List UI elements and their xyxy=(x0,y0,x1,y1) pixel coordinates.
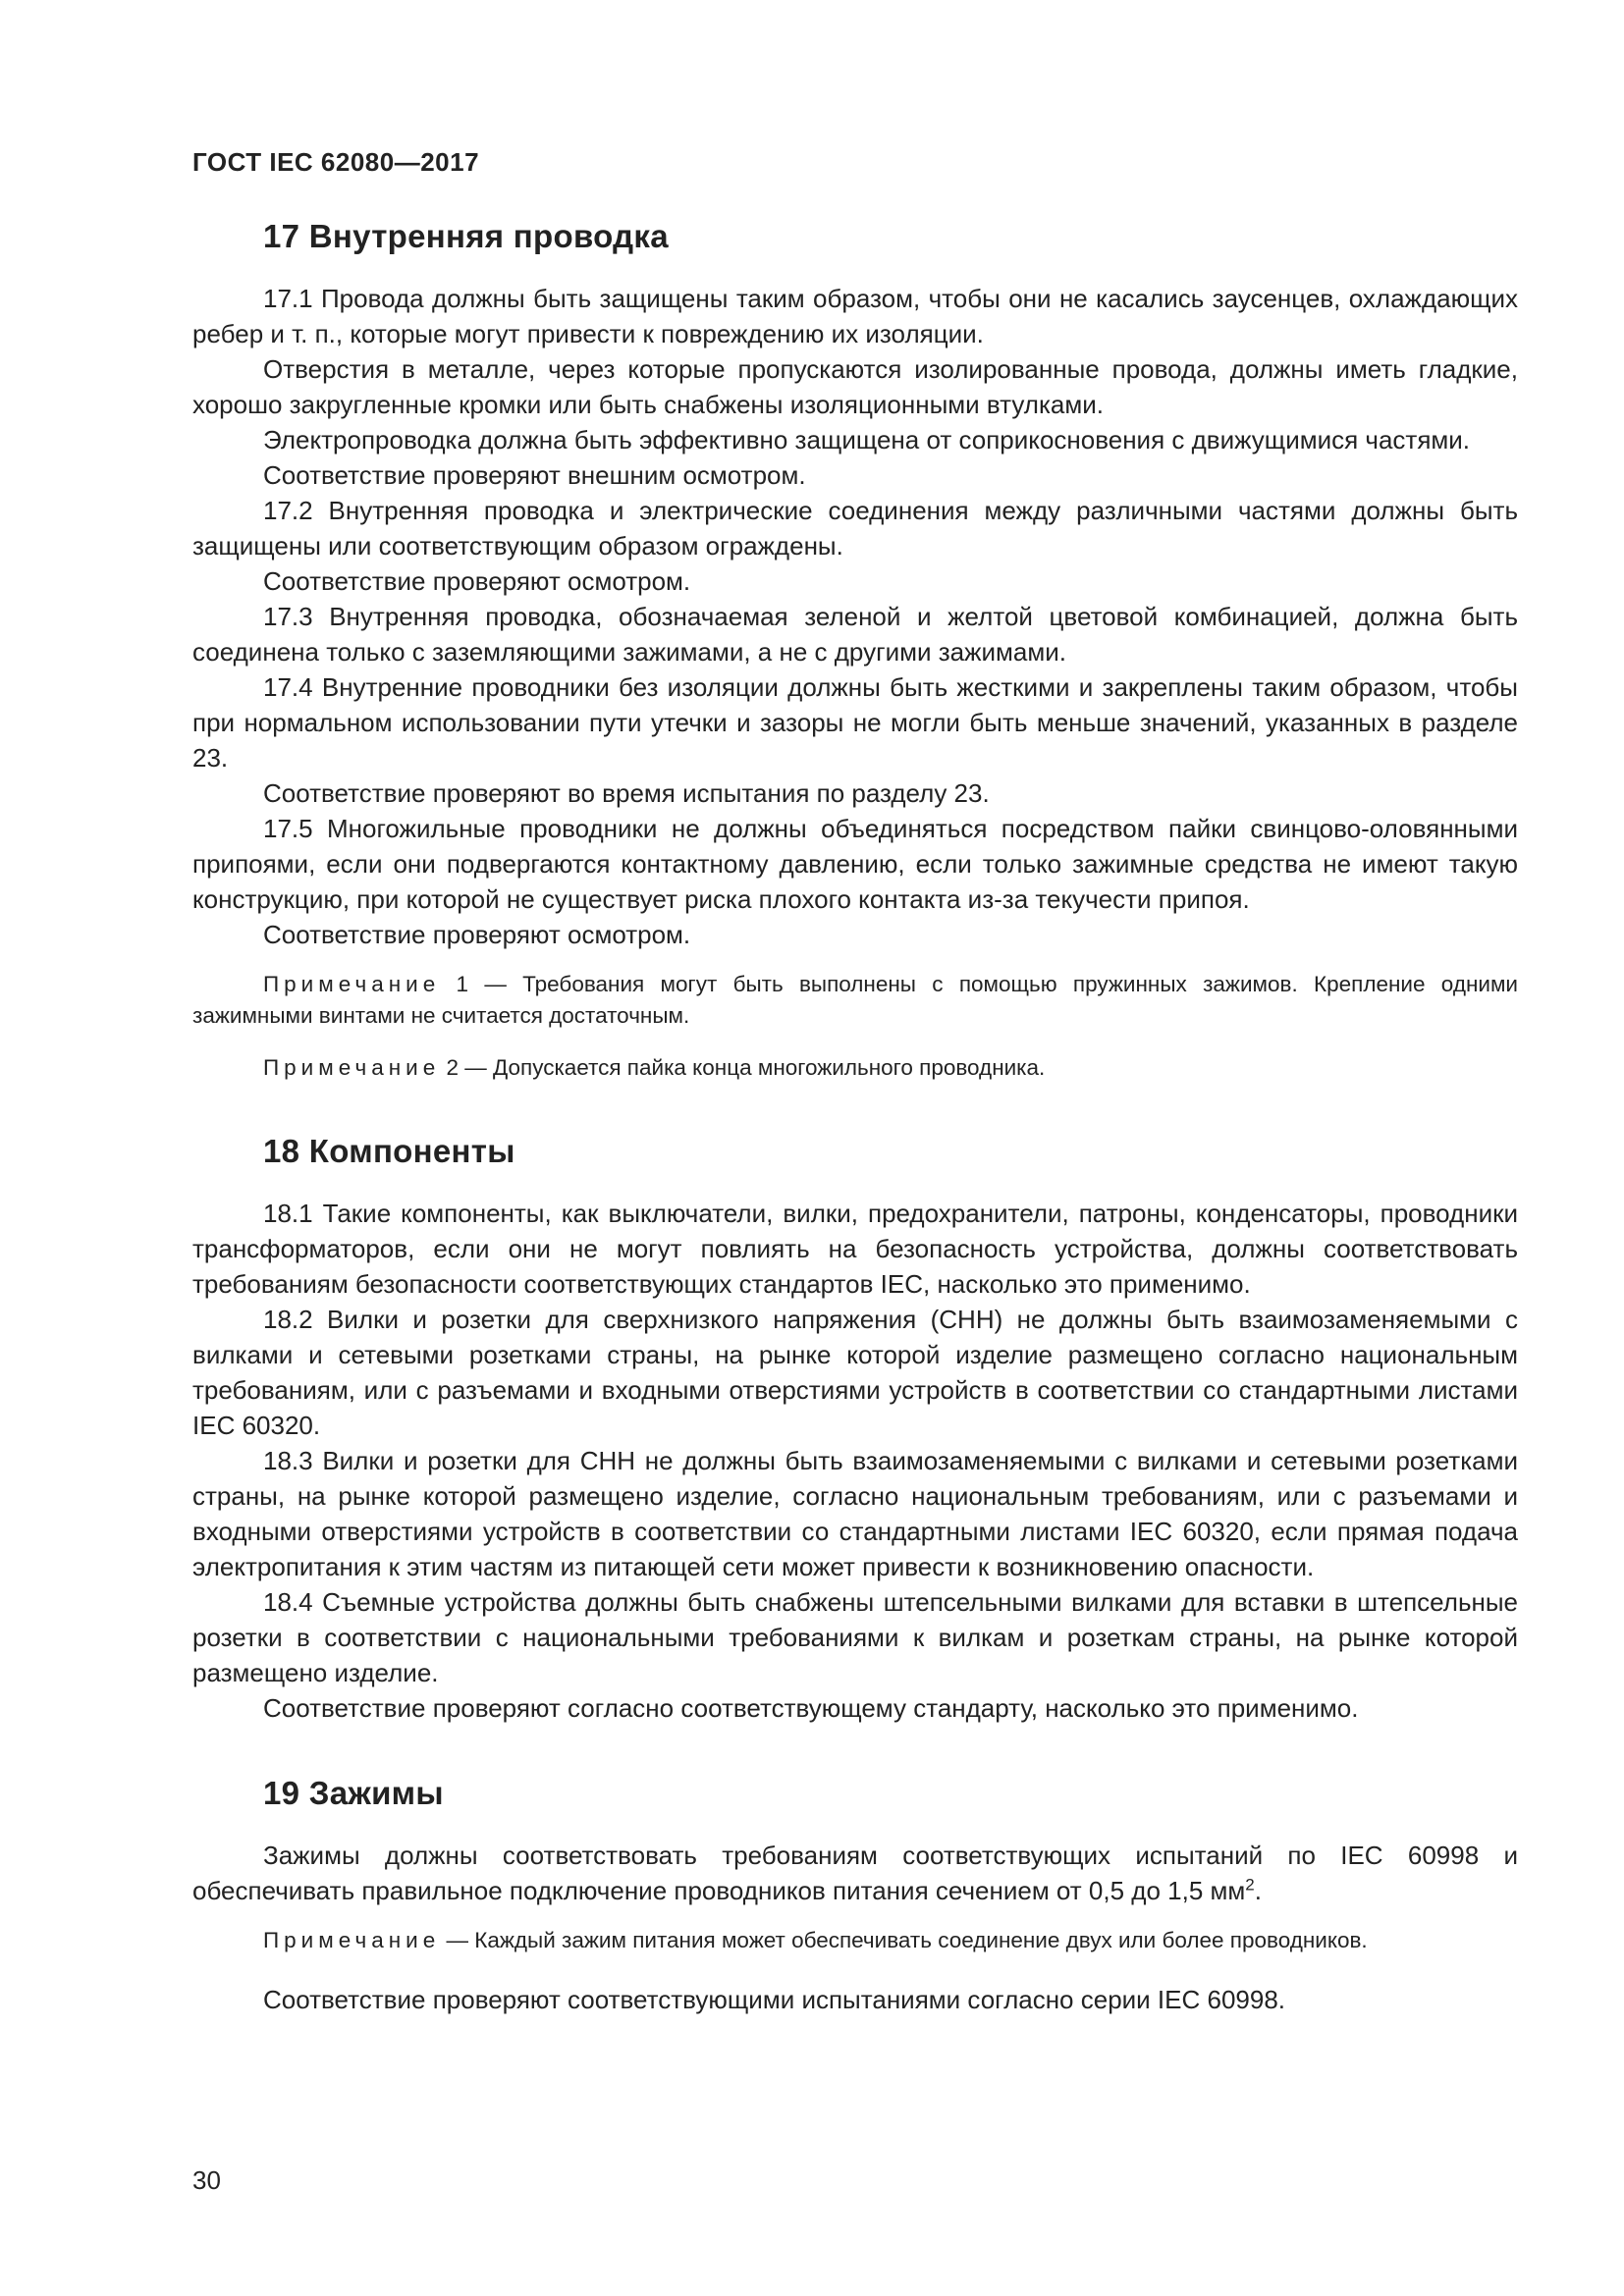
page-number: 30 xyxy=(192,2165,221,2195)
section-17-title: 17 Внутренняя проводка xyxy=(263,218,669,254)
paragraph: Соответствие проверяют соответствующими испытаниями согласно серии IEC 60998. xyxy=(263,1985,1286,2014)
note-text: — Каждый зажим питания может обеспечивать соединение двух или более проводников. xyxy=(446,1928,1368,1952)
paragraph: Соответствие проверяют внешним осмотром. xyxy=(263,460,806,490)
paragraph: 18.4 Съемные устройства должны быть снабжены штепсельными вилками для вставки в штепсельные розетки в соответствии с национальными требованиями к вилкам и розеткам страны, на рынке которой размещено изделие. xyxy=(192,1587,1518,1687)
section-gap xyxy=(192,1726,1518,1775)
paragraph: 17.2 Внутренняя проводка и электрические соединения между различными частями должны быть защищены или соответствующим образом ограждены. xyxy=(192,496,1518,561)
page-content xyxy=(192,218,1518,2017)
paragraph: 17.3 Внутренняя проводка, обозначаемая зеленой и желтой цветовой комбинацией, должна быть соединена только с заземляющими зажимами, а не с другими зажимами. xyxy=(192,602,1518,667)
paragraph: Соответствие проверяют осмотром. xyxy=(263,920,691,949)
paragraph-text: Зажимы должны соответствовать требованиям соответствующих испытаний по IEC 60998 и обеспечивать правильное подключение проводников питания сечением от 0,5 до 1,5 мм xyxy=(192,1841,1518,1905)
paragraph: Соответствие проверяют во время испытания по разделу 23. xyxy=(263,778,990,808)
note xyxy=(192,1925,1518,1956)
section-18 xyxy=(192,1133,1518,1726)
section-17 xyxy=(192,218,1518,1084)
paragraph: Соответствие проверяют согласно соответствующему стандарту, насколько это применимо. xyxy=(263,1693,1359,1723)
section-gap xyxy=(192,1084,1518,1133)
note-label: Примечание xyxy=(263,972,441,996)
paragraph: 18.3 Вилки и розетки для СНН не должны быть взаимозаменяемыми с вилками и сетевыми розетками страны, на рынке которой размещено изделие, согласно национальным требованиям, или с разъемами и входными отверстиями устройств в соответствии со стандартными листами IEC 60320, если прямая подача электропитания к этим частям из питающей сети может привести к возникновению опасности. xyxy=(192,1446,1518,1581)
note-1 xyxy=(192,969,1518,1032)
paragraph: 18.2 Вилки и розетки для сверхнизкого напряжения (СНН) не должны быть взаимозаменяемыми с вилками и сетевыми розетками страны, на рынке которой изделие размещено согласно национальным требованиям, или с разъемами и входными отверстиями устройств в соответствии со стандартными листами IEC 60320. xyxy=(192,1305,1518,1440)
note-label: Примечание xyxy=(263,1928,441,1952)
paragraph-end: . xyxy=(1254,1876,1262,1905)
note-2 xyxy=(192,1052,1518,1084)
section-19 xyxy=(192,1775,1518,2017)
paragraph: 17.4 Внутренние проводники без изоляции должны быть жесткими и закреплены таким образом, чтобы при нормальном использовании пути утечки и зазоры не могли быть меньше значений, указанных в разделе 23. xyxy=(192,672,1518,773)
paragraph: Соответствие проверяют осмотром. xyxy=(263,566,691,596)
note-text: 2 — Допускается пайка конца многожильного проводника. xyxy=(446,1055,1046,1080)
section-18-title: 18 Компоненты xyxy=(263,1133,515,1169)
paragraph: Отверстия в металле, через которые пропускаются изолированные провода, должны иметь гладкие, хорошо закругленные кромки или быть снабжены изоляционными втулками. xyxy=(192,354,1518,419)
paragraph: Электропроводка должна быть эффективно защищена от соприкосновения с движущимися частями. xyxy=(263,425,1471,454)
document-header: ГОСТ IEC 62080—2017 xyxy=(192,147,480,177)
section-19-title: 19 Зажимы xyxy=(263,1775,444,1811)
paragraph: 18.1 Такие компоненты, как выключатели, вилки, предохранители, патроны, конденсаторы, проводники трансформаторов, если они не могут повлиять на безопасность устройства, должны соответствовать требованиям безопасности соответствующих стандартов IEC, насколько это применимо. xyxy=(192,1199,1518,1299)
paragraph: 17.1 Провода должны быть защищены таким образом, чтобы они не касались заусенцев, охлаждающих ребер и т. п., которые могут привести к повреждению их изоляции. xyxy=(192,284,1518,348)
paragraph xyxy=(192,1838,1518,1908)
paragraph: 17.5 Многожильные проводники не должны объединяться посредством пайки свинцово-оловянными припоями, если они подвергаются контактному давлению, если только зажимные средства не имеют такую конструкцию, при которой не существует риска плохого контакта из-за текучести припоя. xyxy=(192,814,1518,914)
note-label: Примечание xyxy=(263,1055,441,1080)
note-text: 1 — Требования могут быть выполнены с помощью пружинных зажимов. Крепление одними зажимными винтами не считается достаточным. xyxy=(192,972,1518,1028)
superscript: 2 xyxy=(1245,1875,1255,1895)
